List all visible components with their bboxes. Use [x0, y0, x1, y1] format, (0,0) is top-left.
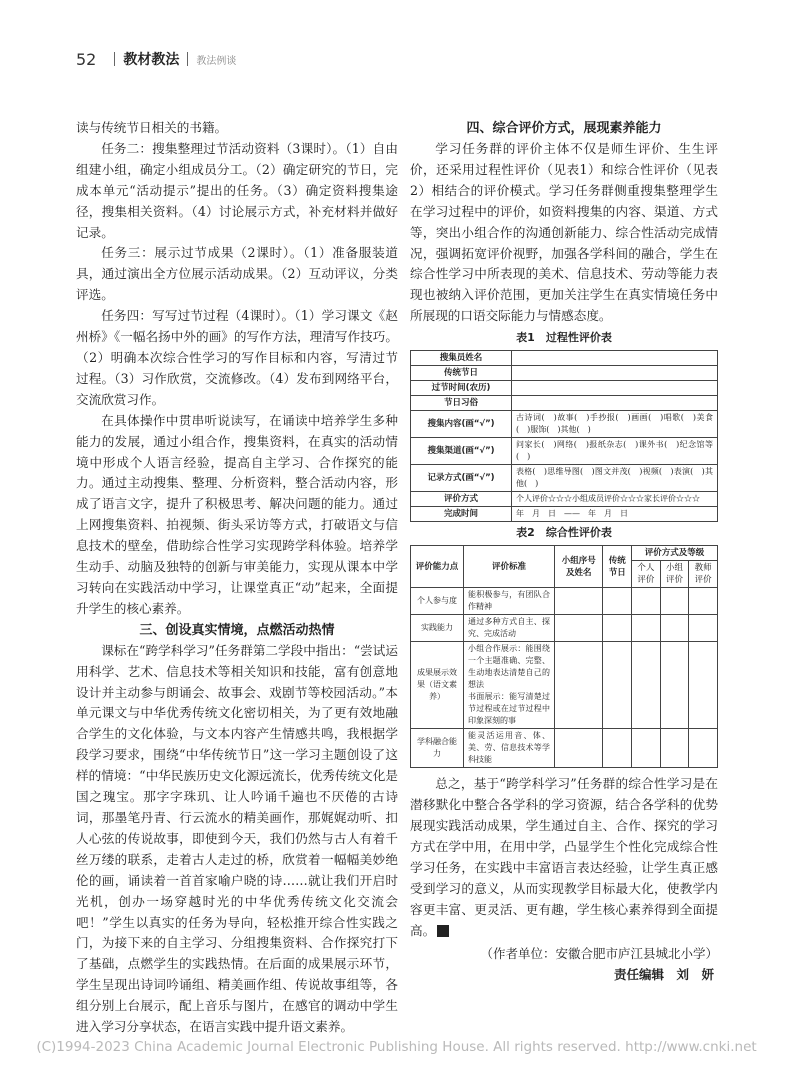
row-value: 古诗词( )故事( )手抄报( )画画( )唱歌( )美食( )服饰( )其他( )	[512, 411, 718, 438]
row-value: 个人评价☆☆☆小组成员评价☆☆☆家长评价☆☆☆	[512, 492, 718, 507]
empty-cell	[632, 615, 661, 642]
row-label: 评价方式	[411, 492, 512, 507]
table-row	[411, 396, 718, 411]
row-value: 年 月 日 —— 年 月 日	[512, 507, 718, 522]
responsible-editor: 责任编辑 刘 妍	[613, 967, 714, 983]
end-mark-icon	[437, 925, 449, 937]
row-value: 问家长( )网络( )报纸杂志( )课外书( )纪念馆等( )	[512, 438, 718, 465]
copyright-footer: (C)1994-2023 China Academic Journal Electronic Publishing House. All rights reserved. http://www.cnki.net	[36, 1039, 757, 1055]
author-affiliation: （作者单位：安徽合肥市庐江县城北小学）	[480, 946, 718, 962]
empty-cell	[689, 729, 718, 768]
table-row	[411, 381, 718, 396]
table-row	[411, 366, 718, 381]
section-heading: 四、综合评价方式，展现素养能力	[466, 121, 662, 136]
right-column	[410, 118, 718, 985]
row-value: 表格( )思维导图( )图文并茂( )视频( )表演( )其他( )	[512, 465, 718, 492]
header-ability: 评价能力点	[411, 546, 464, 588]
empty-cell	[660, 615, 689, 642]
table-row	[411, 642, 718, 729]
row-label: 记录方式(画“√”)	[411, 465, 512, 492]
comprehensive-evaluation-table	[410, 545, 718, 768]
standard-text: 小组合作展示：能围绕一个主题准确、完整、生动地表达清楚自己的想法 书面展示：能写清楚过节过程或在过节过程中印象深刻的事	[464, 642, 555, 729]
section-title: 教材教法	[123, 52, 180, 68]
table1-caption: 表1 过程性评价表	[516, 331, 612, 345]
header-festival: 传统节日	[603, 546, 632, 588]
table-row	[411, 507, 718, 522]
empty-cell	[632, 588, 661, 615]
header-standard: 评价标准	[464, 546, 555, 588]
paragraph: 课标在“跨学科学习”任务群第二学段中指出：“尝试运用科学、艺术、信息技术等相关知识和技能，富有创意地设计并主动参与朗诵会、故事会、戏剧节等校园活动。”本单元课文与中华优秀传统文化密切相关，为了更有效地融合学生的文化体验，与文本内容产生情感共鸣，我根据学段学习要求，围绕“中华传统节日”这一学习主题创设了这样的情境：“中华民族历史文化源远流长，优秀传统文化是国之瑰宝。那字字珠玑、让人吟诵千遍也不厌倦的古诗词，那墨笔丹青、行云流水的精美画作，那娓娓动听、扣人心弦的传说故事，即使到今天，我们仍然与古人有着千丝万缕的联系，走着古人走过的桥，欣赏着一幅幅美妙绝伦的画，诵读着一首首家喻户晓的诗……就让我们开启时光机，创办一场穿越时光的中华优秀传统文化交流会吧！”学生以真实的任务为导向，轻松推开综合性实践之门，为接下来的自主学习、分组搜集资料、合作探究打下了基础，点燃学生的实践热情。在后面的成果展示环节，学生呈现出诗词吟诵组、精美画作组、传说故事组等，各组分别上台展示，配上音乐与图片，在感官的调动中学生进入学习分享状态，在语言实践中提升语文素养。	[76, 642, 398, 1035]
table-row	[411, 588, 718, 615]
empty-cell	[603, 615, 632, 642]
ability-label: 学科融合能力	[411, 729, 464, 768]
empty-cell	[555, 642, 603, 729]
table-row	[411, 411, 718, 438]
empty-cell	[555, 729, 603, 768]
page-header	[76, 48, 236, 70]
header-teacher: 教师评价	[689, 561, 718, 588]
row-label: 搜集渠道(画“√”)	[411, 438, 512, 465]
row-label: 过节时间(农历)	[411, 381, 512, 396]
process-evaluation-table	[410, 350, 718, 522]
paragraph: 任务二：搜集整理过节活动资料（3课时）。（1）自由组建小组，确定小组成员分工。（2）确定研究的节日，完成本单元“活动提示”提出的任务。（3）确定资料搜集途径，搜集相关资料。（4）讨论展示方式，补充材料并做好记录。	[76, 140, 398, 240]
empty-cell	[603, 729, 632, 768]
empty-cell	[632, 642, 661, 729]
left-column	[76, 118, 398, 1038]
subsection-title: 教法例谈	[196, 55, 237, 67]
paragraph: 任务三：展示过节成果（2课时）。（1）准备服装道具，通过演出全方位展示活动成果。（2）互动评议，分类评选。	[76, 245, 398, 303]
paragraph: 学习任务群的评价主体不仅是师生评价、生生评价，还采用过程性评价（见表1）和综合性评价（见表2）相结合的评价模式。学习任务群侧重搜集整理学生在学习过程中的评价，如资料搜集的内容、渠道、方式等，突出小组合作的沟通创新能力、综合性活动完成情况，强调拓宽评价视野，加强各学科间的融合，学生在综合性学习中所表现的美术、信息技术、劳动等能力表现也被纳入评价范围，更加关注学生在真实情境任务中所展现的口语交际能力与情感态度。	[410, 141, 718, 324]
row-value	[512, 351, 718, 366]
header-divider	[114, 52, 115, 66]
row-label: 节日习俗	[411, 396, 512, 411]
table2-caption: 表2 综合性评价表	[516, 526, 612, 540]
table-row	[411, 729, 718, 768]
empty-cell	[689, 588, 718, 615]
standard-text: 通过多种方式自主、探究、完成活动	[464, 615, 555, 642]
right-column-top	[410, 118, 718, 327]
table-row	[411, 438, 718, 465]
row-label: 搜集员姓名	[411, 351, 512, 366]
empty-cell	[603, 642, 632, 729]
row-label: 传统节日	[411, 366, 512, 381]
table-row	[411, 351, 718, 366]
table-row	[411, 615, 718, 642]
empty-cell	[689, 642, 718, 729]
page-number: 52	[76, 49, 97, 69]
row-label: 搜集内容(画“√”)	[411, 411, 512, 438]
table-row	[411, 492, 718, 507]
row-label: 完成时间	[411, 507, 512, 522]
row-value	[512, 381, 718, 396]
empty-cell	[660, 642, 689, 729]
ability-label: 成果展示效果（语文素养）	[411, 642, 464, 729]
empty-cell	[689, 615, 718, 642]
row-value	[512, 396, 718, 411]
ability-label: 个人参与度	[411, 588, 464, 615]
empty-cell	[660, 729, 689, 768]
ability-label: 实践能力	[411, 615, 464, 642]
standard-text: 能灵活运用音、体、美、劳、信息技术等学科技能	[464, 729, 555, 768]
standard-text: 能积极参与，有团队合作精神	[464, 588, 555, 615]
paragraph: 总之，基于“跨学科学习”任务群的综合性学习是在潜移默化中整合各学科的学习资源，结合各学科的优势展现实践活动成果，学生通过自主、合作、探究的学习方式在学中用，在用中学，凸显学生个性化完成综合性学习任务，在实践中丰富语言表达经验，让学生真正感受到学习的意义，从而实现教学目标最大化，使教学内容更丰富、更灵活、更有趣，学生核心素养得到全面提高。	[410, 776, 718, 938]
paragraph: 任务四：写写过节过程（4课时）。（1）学习课文《赵州桥》《一幅名扬中外的画》的写作方法，理清写作技巧。（2）明确本次综合性学习的写作目标和内容，写清过节过程。（3）习作欣赏，交流修改。（4）发布到网络平台，交流欣赏习作。	[76, 308, 398, 407]
empty-cell	[632, 729, 661, 768]
right-column-bottom	[410, 774, 718, 941]
empty-cell	[555, 588, 603, 615]
row-value	[512, 366, 718, 381]
header-group-eval: 小组评价	[660, 561, 689, 588]
section-heading: 三、创设真实情境，点燃活动热情	[139, 622, 335, 638]
table-row	[411, 465, 718, 492]
header-divider	[187, 52, 188, 66]
header-method: 评价方式及等级	[632, 546, 718, 561]
header-self: 个人评价	[632, 561, 661, 588]
paragraph: 在具体操作中贯串听说读写，在诵读中培养学生多种能力的发展，通过小组合作，搜集资料，在真实的活动情境中形成个人语言经验，提高自主学习、合作探究的能力。通过主动搜集、整理、分析资料，整合活动内容，形成了语言文字，提升了积极思考、解决问题的能力。通过上网搜集资料、拍视频、街头采访等方式，打破语文与信息技术的壁垒，借助综合性学习实现跨学科体验。培养学生动手、动脑及独特的创新与审美能力，实现从课本中学习转向在实践活动中学习，让课堂真正“动”起来，全面提升学生的核心素养。	[76, 412, 398, 616]
empty-cell	[555, 615, 603, 642]
empty-cell	[603, 588, 632, 615]
paragraph: 读与传统节日相关的书籍。	[76, 120, 228, 135]
empty-cell	[660, 588, 689, 615]
header-group: 小组序号及姓名	[555, 546, 603, 588]
